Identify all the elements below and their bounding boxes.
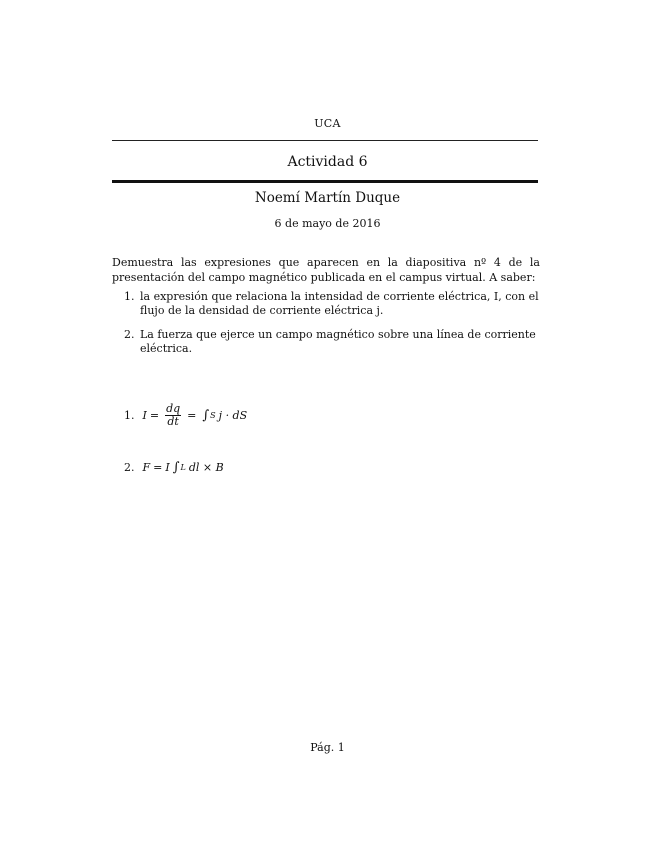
list-item-number: 1.: [124, 290, 135, 303]
formula-integrand: dl × B: [188, 461, 224, 474]
formula-force: [124, 460, 224, 475]
formula-number: 2.: [124, 461, 135, 474]
formula-equals: =: [149, 409, 160, 422]
list-item: [112, 290, 540, 318]
document-title: Actividad 6: [287, 154, 368, 170]
formula-integrand: j · dS: [218, 409, 248, 422]
formula-coefficient: I: [165, 461, 170, 474]
formula-equals: =: [187, 409, 197, 422]
integral-sign: ∫: [172, 460, 180, 475]
fraction-denominator: dt: [167, 415, 179, 428]
title-rule-top: [112, 140, 538, 141]
integral-sign: ∫: [202, 408, 210, 423]
title-rule-bottom: [112, 180, 538, 183]
document-date: 6 de mayo de 2016: [274, 217, 381, 230]
fraction-numerator: dq: [166, 402, 181, 415]
list-item: [112, 328, 540, 356]
list-item-number: 2.: [124, 328, 135, 341]
intro-paragraph: Demuestra las expresiones que aparecen en la diapositiva nº 4 de la presentación del campo magnético publicada en el campus virtual. A saber:: [112, 256, 540, 284]
formula-number: 1.: [124, 409, 135, 422]
formula-lhs: F: [142, 461, 151, 474]
integral-subscript: L: [180, 463, 186, 472]
page-number: Pág. 1: [310, 741, 345, 754]
list-item-text: la expresión que relaciona la intensidad de corriente eléctrica, I, con el flujo de la densidad de corriente eléctrica j.: [140, 290, 539, 317]
header-institution: UCA: [314, 117, 341, 130]
author-name: Noemí Martín Duque: [254, 190, 401, 206]
task-list: [112, 290, 540, 366]
integral-subscript: S: [210, 411, 216, 420]
formula-equals: =: [153, 461, 163, 474]
formula-current: [124, 403, 247, 428]
list-item-text: La fuerza que ejerce un campo magnético sobre una línea de corriente eléctrica.: [140, 328, 536, 355]
formula-fraction: [165, 403, 181, 428]
formula-lhs: I: [142, 409, 147, 422]
